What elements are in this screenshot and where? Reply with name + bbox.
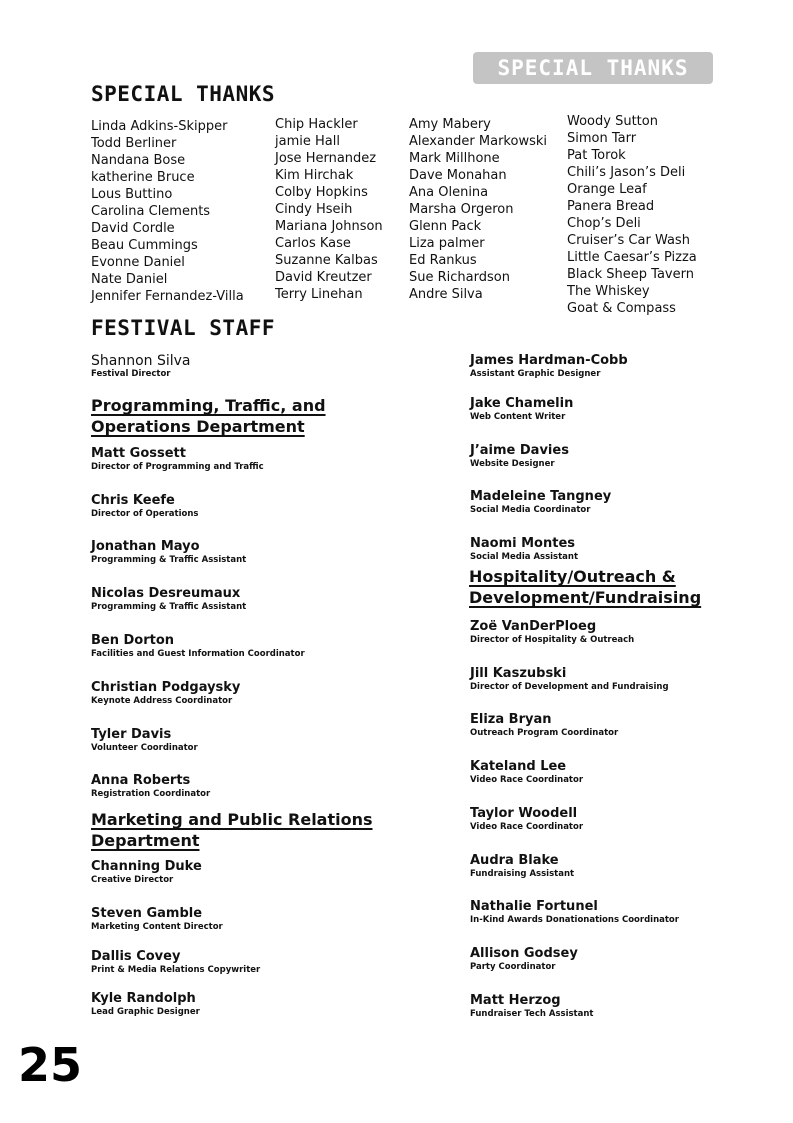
thanks-name: Mark Millhone <box>409 151 500 166</box>
thanks-name: Alexander Markowski <box>409 134 547 149</box>
thanks-name: Evonne Daniel <box>91 255 185 270</box>
thanks-name: Andre Silva <box>409 287 483 302</box>
special-thanks-heading: SPECIAL THANKS <box>91 82 276 106</box>
staff-role: In-Kind Awards Donationations Coordinator <box>470 915 679 925</box>
staff-name: Ben Dorton <box>91 633 175 648</box>
thanks-name: Chop’s Deli <box>567 216 641 231</box>
staff-entry <box>470 443 569 470</box>
staff-role: Outreach Program Coordinator <box>470 728 619 738</box>
thanks-name: Beau Cummings <box>91 238 198 253</box>
thanks-name: Liza palmer <box>409 236 485 251</box>
thanks-name: Chip Hackler <box>275 117 358 132</box>
thanks-name: Chili’s Jason’s Deli <box>567 165 686 180</box>
thanks-name: David Cordle <box>91 221 175 236</box>
staff-name: Tyler Davis <box>91 727 172 742</box>
staff-name: Steven Gamble <box>91 906 203 921</box>
thanks-name: Suzanne Kalbas <box>275 253 378 268</box>
thanks-name: Orange Leaf <box>567 182 647 197</box>
thanks-column-3 <box>409 116 547 303</box>
thanks-name: Lous Buttino <box>91 187 173 202</box>
staff-entry <box>91 727 198 754</box>
staff-name: Allison Godsey <box>470 946 578 961</box>
thanks-name: Cindy Hseih <box>275 202 353 217</box>
staff-entry <box>91 680 240 707</box>
staff-role: Fundraiser Tech Assistant <box>470 1009 594 1019</box>
staff-name: Kateland Lee <box>470 759 567 774</box>
staff-name: James Hardman-Cobb <box>470 353 628 368</box>
staff-name: Matt Herzog <box>470 993 561 1008</box>
staff-entry <box>91 949 260 976</box>
staff-entry <box>470 993 593 1020</box>
staff-role: Social Media Coordinator <box>470 505 591 515</box>
staff-name: Chris Keefe <box>91 493 175 508</box>
department-heading-hospitality: Hospitality/Outreach & Development/Fundraising <box>469 567 702 607</box>
staff-name: Matt Gossett <box>91 446 186 461</box>
staff-role: Marketing Content Director <box>91 922 223 932</box>
department-heading-programming: Programming, Traffic, and Operations Department <box>91 396 326 436</box>
staff-name: Channing Duke <box>91 859 202 874</box>
staff-entry <box>470 806 583 833</box>
thanks-name: Ana Olenina <box>409 185 489 200</box>
staff-entry <box>470 899 679 926</box>
staff-name: Christian Podgaysky <box>91 680 241 695</box>
staff-role: Creative Director <box>91 875 174 885</box>
staff-role: Assistant Graphic Designer <box>470 369 601 379</box>
staff-role: Volunteer Coordinator <box>91 743 198 753</box>
thanks-name: Simon Tarr <box>567 131 637 146</box>
thanks-name: Mariana Johnson <box>275 219 383 234</box>
staff-role: Video Race Coordinator <box>470 822 584 832</box>
thanks-name: Jose Hernandez <box>275 151 377 166</box>
thanks-name: Jennifer Fernandez-Villa <box>91 289 244 304</box>
staff-entry <box>91 539 246 566</box>
staff-entry <box>91 586 246 613</box>
staff-name: Audra Blake <box>470 853 559 868</box>
staff-name: Eliza Bryan <box>470 712 552 727</box>
staff-entry <box>470 759 583 786</box>
thanks-name: Todd Berliner <box>91 136 177 151</box>
staff-entry <box>470 946 578 973</box>
staff-name: Jill Kaszubski <box>470 666 567 681</box>
staff-entry-director <box>91 353 191 380</box>
thanks-name: Little Caesar’s Pizza <box>567 250 697 265</box>
staff-name: Naomi Montes <box>470 536 576 551</box>
staff-entry <box>470 712 618 739</box>
staff-entry <box>91 906 223 933</box>
staff-role: Social Media Assistant <box>470 552 579 562</box>
staff-role: Print & Media Relations Copywriter <box>91 965 261 975</box>
staff-name: Nathalie Fortunel <box>470 899 598 914</box>
staff-name: Zoë VanDerPloeg <box>470 619 597 634</box>
staff-entry <box>470 396 573 423</box>
thanks-column-4 <box>567 113 697 317</box>
thanks-name: Kim Hirchak <box>275 168 354 183</box>
page-number: 25 <box>18 1038 83 1092</box>
staff-name: Jake Chamelin <box>470 396 574 411</box>
staff-entry <box>470 853 574 880</box>
thanks-name: Panera Bread <box>567 199 655 214</box>
staff-role: Director of Operations <box>91 509 199 519</box>
staff-role: Web Content Writer <box>470 412 566 422</box>
section-tab: SPECIAL THANKS <box>473 52 713 84</box>
staff-name: Shannon Silva <box>91 353 191 369</box>
staff-role: Party Coordinator <box>470 962 556 972</box>
staff-role: Lead Graphic Designer <box>91 1007 200 1017</box>
thanks-name: The Whiskey <box>567 284 650 299</box>
staff-role: Facilities and Guest Information Coordinator <box>91 649 305 659</box>
staff-role: Director of Hospitality & Outreach <box>470 635 635 645</box>
staff-entry <box>91 859 202 886</box>
thanks-name: Goat & Compass <box>567 301 676 316</box>
staff-role: Video Race Coordinator <box>470 775 584 785</box>
staff-role: Director of Programming and Traffic <box>91 462 264 472</box>
thanks-name: Ed Rankus <box>409 253 477 268</box>
thanks-name: Terry Linehan <box>275 287 363 302</box>
staff-role: Registration Coordinator <box>91 789 211 799</box>
staff-entry <box>91 773 210 800</box>
staff-name: Kyle Randolph <box>91 991 196 1006</box>
thanks-name: Dave Monahan <box>409 168 507 183</box>
thanks-name: Glenn Pack <box>409 219 482 234</box>
thanks-name: Cruiser’s Car Wash <box>567 233 690 248</box>
staff-role: Festival Director <box>91 369 171 379</box>
thanks-name: Carolina Clements <box>91 204 211 219</box>
staff-entry <box>91 633 305 660</box>
staff-name: Nicolas Desreumaux <box>91 586 241 601</box>
staff-entry <box>470 489 611 516</box>
thanks-name: Sue Richardson <box>409 270 510 285</box>
staff-role: Keynote Address Coordinator <box>91 696 233 706</box>
staff-entry <box>470 353 628 380</box>
thanks-name: Pat Torok <box>567 148 626 163</box>
festival-staff-heading: FESTIVAL STAFF <box>91 316 276 340</box>
staff-name: Taylor Woodell <box>470 806 578 821</box>
staff-entry <box>91 446 264 473</box>
thanks-name: Black Sheep Tavern <box>567 267 694 282</box>
thanks-name: Marsha Orgeron <box>409 202 514 217</box>
thanks-name: Amy Mabery <box>409 117 491 132</box>
department-heading-marketing: Marketing and Public Relations Department <box>91 810 373 850</box>
staff-name: Jonathan Mayo <box>91 539 200 554</box>
thanks-name: katherine Bruce <box>91 170 195 185</box>
thanks-name: Nate Daniel <box>91 272 168 287</box>
thanks-name: Linda Adkins-Skipper <box>91 119 228 134</box>
thanks-name: Carlos Kase <box>275 236 351 251</box>
thanks-name: Nandana Bose <box>91 153 186 168</box>
staff-name: Anna Roberts <box>91 773 191 788</box>
thanks-name: Woody Sutton <box>567 114 658 129</box>
staff-role: Programming & Traffic Assistant <box>91 602 247 612</box>
staff-entry <box>470 666 669 693</box>
staff-entry <box>470 536 578 563</box>
staff-entry <box>91 991 200 1018</box>
thanks-name: Colby Hopkins <box>275 185 368 200</box>
staff-entry <box>91 493 198 520</box>
staff-role: Website Designer <box>470 459 555 469</box>
staff-name: Madeleine Tangney <box>470 489 612 504</box>
staff-entry <box>470 619 634 646</box>
staff-role: Fundraising Assistant <box>470 869 575 879</box>
thanks-column-2 <box>275 116 383 303</box>
staff-name: J’aime Davies <box>470 443 569 458</box>
staff-role: Director of Development and Fundraising <box>470 682 669 692</box>
thanks-name: David Kreutzer <box>275 270 372 285</box>
thanks-column-1 <box>91 118 244 305</box>
thanks-name: jamie Hall <box>275 134 340 149</box>
staff-name: Dallis Covey <box>91 949 181 964</box>
staff-role: Programming & Traffic Assistant <box>91 555 247 565</box>
